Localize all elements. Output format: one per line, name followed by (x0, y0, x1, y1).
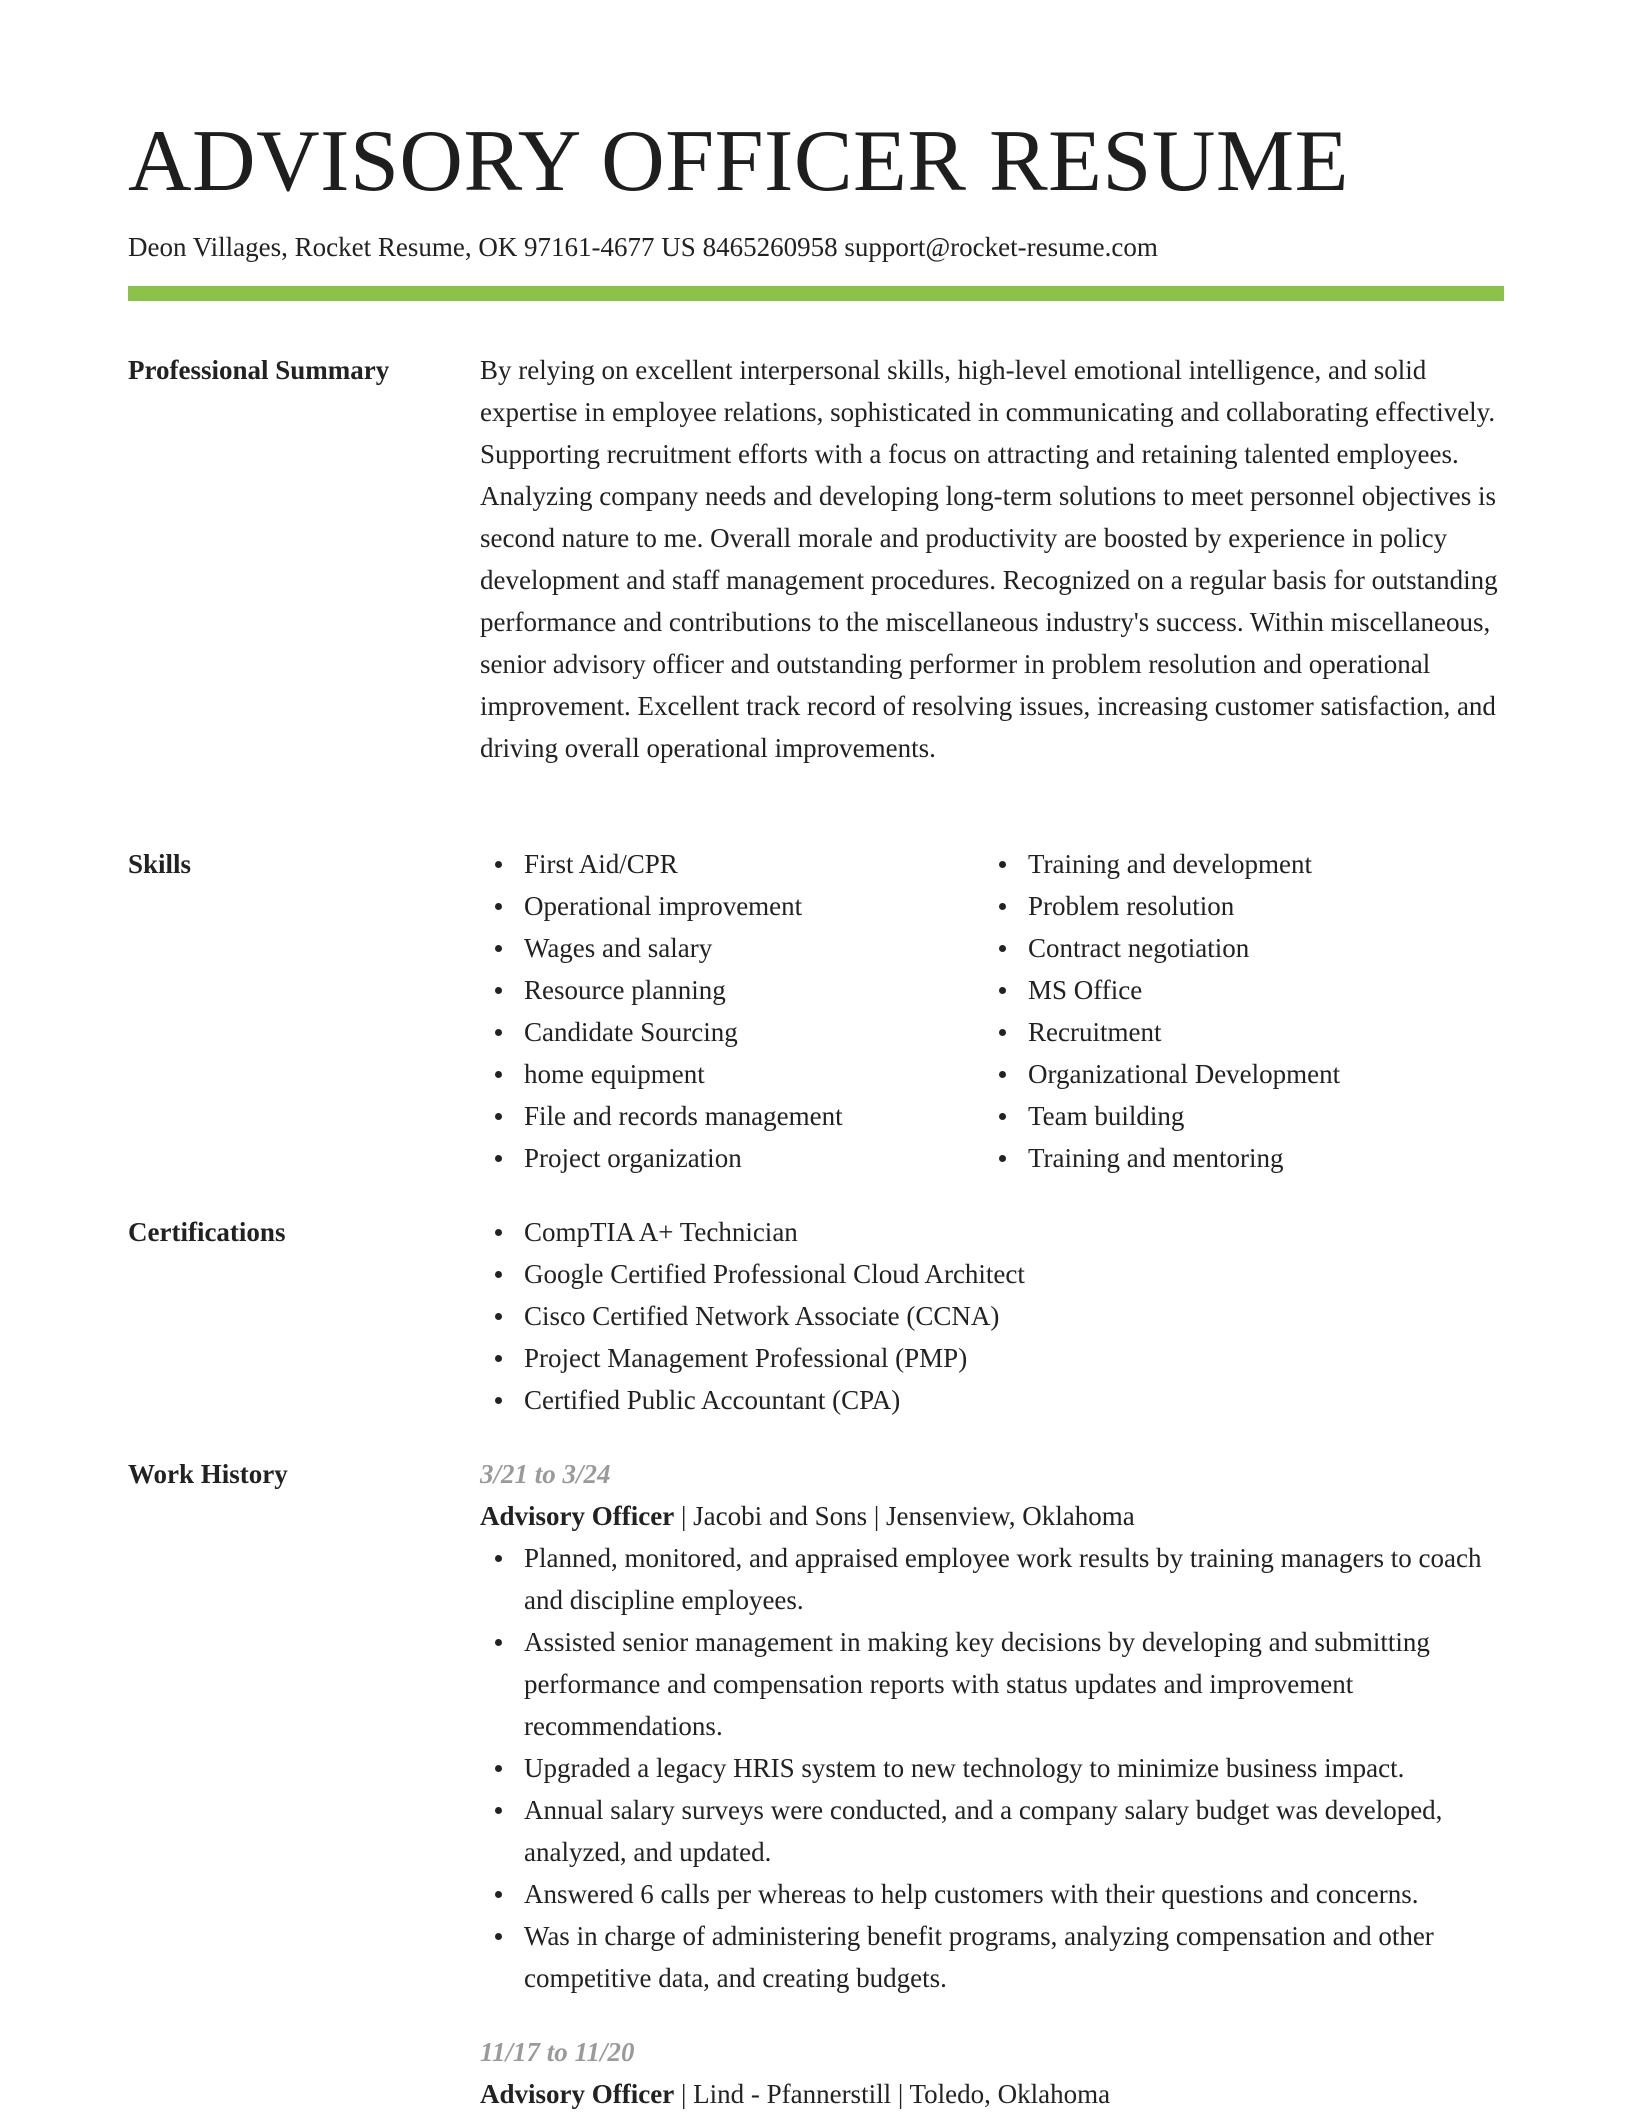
skills-list-right (984, 843, 1488, 1179)
list-item: Google Certified Professional Cloud Architect (480, 1253, 1504, 1295)
separator: | (674, 1501, 694, 1531)
list-item: First Aid/CPR (480, 843, 984, 885)
job-location: Toledo, Oklahoma (909, 2079, 1111, 2109)
accent-divider (128, 286, 1504, 301)
job-date: 11/17 to 11/20 (480, 2037, 635, 2067)
list-item: Contract negotiation (984, 927, 1488, 969)
section-label-certifications: Certifications (128, 1217, 286, 1247)
list-item: Was in charge of administering benefit programs, analyzing compensation and other competitive data, and creating budgets. (480, 1915, 1504, 1999)
contact-info: Deon Villages, Rocket Resume, OK 97161-4677 US 8465260958 support@rocket-resume.com (128, 232, 1158, 262)
separator: | (891, 2079, 910, 2109)
job-date: 3/21 to 3/24 (480, 1459, 611, 1489)
list-item: Team building (984, 1095, 1488, 1137)
list-item: Candidate Sourcing (480, 1011, 984, 1053)
list-item: Cisco Certified Network Associate (CCNA) (480, 1295, 1504, 1337)
list-item: CompTIA A+ Technician (480, 1211, 1504, 1253)
list-item: Planned, monitored, and appraised employee work results by training managers to coach and discipline employees. (480, 1537, 1504, 1621)
list-item: Resource planning (480, 969, 984, 1011)
job-title-line (480, 2073, 1504, 2115)
separator: | (867, 1501, 886, 1531)
list-item: Training and development (984, 843, 1488, 885)
job-role: Advisory Officer (480, 1501, 675, 1531)
list-item: Training and mentoring (984, 1137, 1488, 1179)
job-role: Advisory Officer (480, 2079, 675, 2109)
skills-list-left (480, 843, 984, 1179)
job-entry (480, 2031, 1504, 2115)
list-item: Annual salary surveys were conducted, and a company salary budget was developed, analyzed, and updated. (480, 1789, 1504, 1873)
list-item: Assisted senior management in making key decisions by developing and submitting performance and compensation reports with status updates and improvement recommendations. (480, 1621, 1504, 1747)
list-item: Recruitment (984, 1011, 1488, 1053)
list-item: File and records management (480, 1095, 984, 1137)
list-item: home equipment (480, 1053, 984, 1095)
job-entry (480, 1453, 1504, 1999)
section-label-skills: Skills (128, 849, 192, 879)
list-item: MS Office (984, 969, 1488, 1011)
list-item: Upgraded a legacy HRIS system to new technology to minimize business impact. (480, 1747, 1504, 1789)
list-item: Operational improvement (480, 885, 984, 927)
page-title: ADVISORY OFFICER RESUME (128, 113, 1349, 210)
list-item: Wages and salary (480, 927, 984, 969)
list-item: Certified Public Accountant (CPA) (480, 1379, 1504, 1421)
certifications-list (480, 1211, 1504, 1421)
list-item: Project Management Professional (PMP) (480, 1337, 1504, 1379)
job-title-line (480, 1495, 1504, 1537)
job-location: Jensenview, Oklahoma (886, 1501, 1135, 1531)
job-company: Jacobi and Sons (693, 1501, 868, 1531)
job-bullets (480, 1537, 1504, 1999)
list-item: Problem resolution (984, 885, 1488, 927)
job-company: Lind - Pfannerstill (693, 2079, 892, 2109)
summary-text: By relying on excellent interpersonal skills, high-level emotional intelligence, and solid expertise in employee relations, sophisticated in communicating and collaborating effectively. Supporting recruitment efforts with a focus on attracting and retaining talented employees. Analyzing company needs and developing long-term solutions to meet personnel objectives is second nature to me. Overall morale and productivity are boosted by experience in policy development and staff management procedures. Recognized on a regular basis for outstanding performance and contributions to the miscellaneous industry's success. Within miscellaneous, senior advisory officer and outstanding performer in problem resolution and operational improvement. Excellent track record of resolving issues, increasing customer satisfaction, and driving overall operational improvements. (480, 355, 1498, 763)
separator: | (674, 2079, 694, 2109)
list-item: Answered 6 calls per whereas to help customers with their questions and concerns. (480, 1873, 1504, 1915)
list-item: Project organization (480, 1137, 984, 1179)
resume-header (128, 113, 1504, 262)
section-label-work-history: Work History (128, 1459, 288, 1489)
section-label-summary: Professional Summary (128, 355, 390, 385)
list-item: Organizational Development (984, 1053, 1488, 1095)
